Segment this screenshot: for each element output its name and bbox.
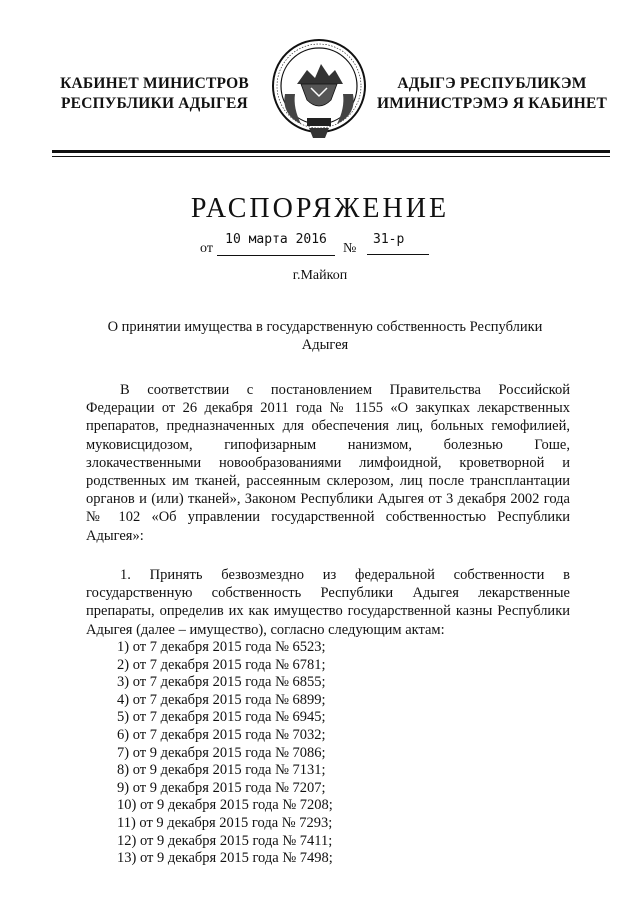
coat-of-arms-icon — [271, 34, 367, 144]
header-divider-thin — [52, 156, 610, 157]
list-item: 4) от 7 декабря 2015 года № 6899; — [117, 691, 326, 708]
document-city: г.Майкоп — [292, 268, 348, 283]
document-number: 31-р — [367, 232, 429, 255]
document-title: РАСПОРЯЖЕНИЕ — [190, 193, 450, 224]
header-divider-thick — [52, 150, 610, 153]
document-subject: О принятии имущества в государственную собственность Республики Адыгея — [107, 319, 543, 353]
list-item: 3) от 7 декабря 2015 года № 6855; — [117, 674, 326, 691]
item-1-text: 1. Принять безвозмездно из федеральной собственности в государственную собственность Республики Адыгея лекарственные препараты, определив их как имущество государственной казны Республики Адыгея (далее – имущество), согласно следующим актам: — [86, 567, 570, 638]
header-left — [52, 74, 257, 114]
item-1-paragraph — [86, 566, 570, 639]
header-right — [376, 74, 608, 114]
preamble-text: В соответствии с постановлением Правительства Российской Федерации от 26 декабря 2011 года № 1155 «О закупках лекарственных препаратов, предназначенных для обеспечения лиц, больных гемофилией, муковисцидозом, гипофизарным нанизмом, болезнью Гоше, злокачественными новообразованиями лимфоидной, кроветворной и родственных им тканей, рассеянным склерозом, лиц после трансплантации органов и (или) тканей», Законом Республики Адыгея от 3 декабря 2002 года № 102 «Об управлении государственной собственностью Республики Адыгея»: — [86, 382, 570, 544]
date-number-row — [0, 232, 640, 262]
list-item: 12) от 9 декабря 2015 года № 7411; — [117, 832, 333, 849]
document-date: 10 марта 2016 — [217, 232, 335, 256]
header-right-line1: АДЫГЭ РЕСПУБЛИКЭМ — [397, 75, 587, 92]
list-item: 8) от 9 декабря 2015 года № 7131; — [117, 762, 326, 779]
header-left-line1: КАБИНЕТ МИНИСТРОВ — [60, 75, 249, 92]
list-item: 10) от 9 декабря 2015 года № 7208; — [117, 797, 333, 814]
list-item: 2) от 7 декабря 2015 года № 6781; — [117, 656, 326, 673]
header-right-line2: ИМИНИСТРЭМЭ Я КАБИНЕТ — [376, 95, 608, 112]
number-prefix: № — [343, 241, 357, 256]
header-left-line2: РЕСПУБЛИКИ АДЫГЕЯ — [61, 95, 248, 112]
list-item: 9) от 9 декабря 2015 года № 7207; — [117, 779, 326, 796]
list-item: 6) от 7 декабря 2015 года № 7032; — [117, 726, 326, 743]
list-item: 13) от 9 декабря 2015 года № 7498; — [117, 850, 333, 867]
list-item: 11) от 9 декабря 2015 года № 7293; — [117, 814, 333, 831]
list-item: 1) от 7 декабря 2015 года № 6523; — [117, 639, 326, 655]
list-item: 7) от 9 декабря 2015 года № 7086; — [117, 744, 326, 761]
list-item: 5) от 7 декабря 2015 года № 6945; — [117, 709, 326, 726]
date-prefix: от — [200, 241, 213, 256]
acts-list — [117, 639, 333, 868]
preamble-paragraph — [86, 381, 570, 545]
